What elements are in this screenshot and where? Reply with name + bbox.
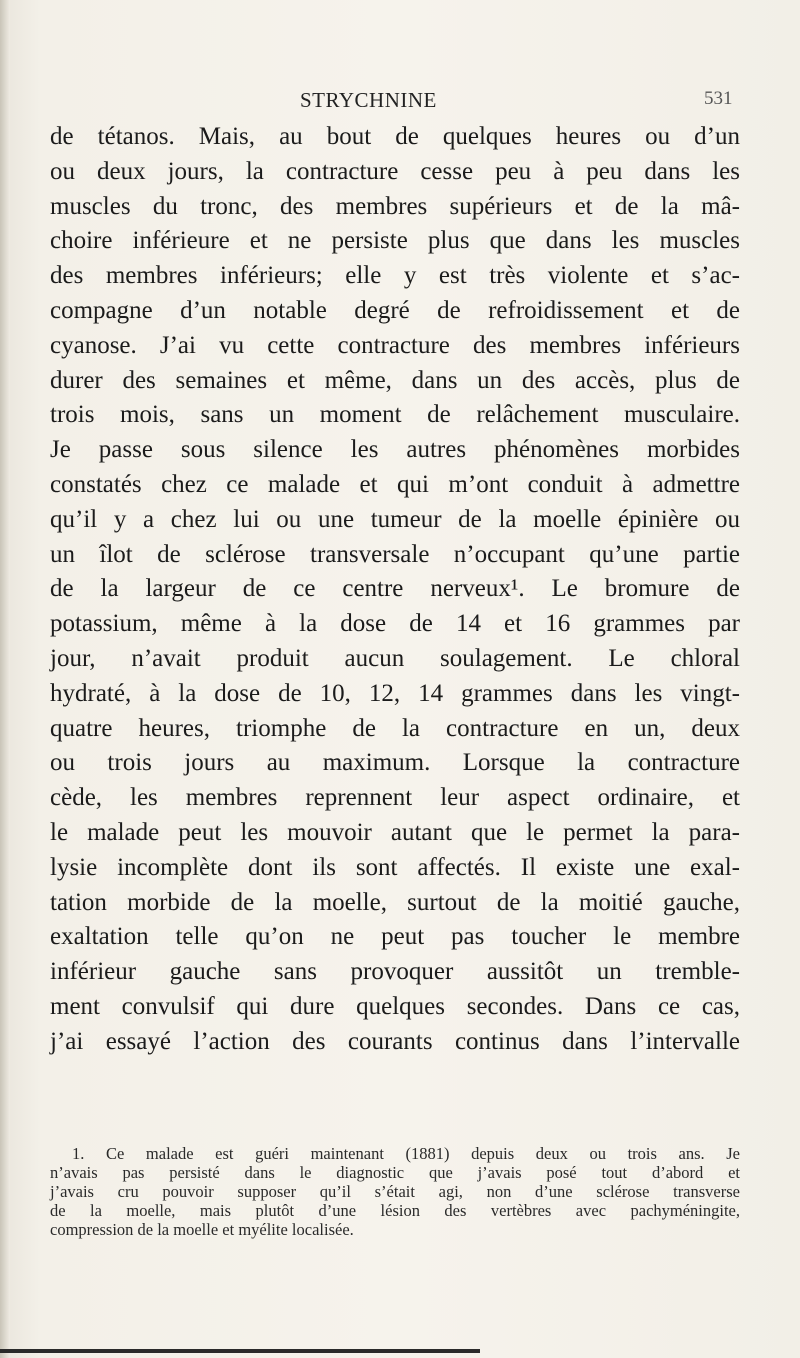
text-line: choire inférieure et ne persiste plus que dans les muscles [50, 227, 740, 255]
footnote-line: j’avais cru pouvoir supposer qu’il s’était agi, non d’une sclérose transverse [50, 1182, 740, 1201]
footnote [50, 1144, 740, 1239]
text-line: Je passe sous silence les autres phénomènes morbides [50, 436, 740, 464]
text-line: j’ai essayé l’action des courants continus dans l’intervalle [50, 1027, 740, 1055]
text-line: durer des semaines et même, dans un des accès, plus de [50, 366, 740, 394]
text-line: de tétanos. Mais, au bout de quelques heures ou d’un [50, 123, 740, 150]
text-line: potassium, même à la dose de 14 et 16 grammes par [50, 610, 740, 638]
text-line: le malade peut les mouvoir autant que le permet la para- [50, 818, 740, 846]
text-line: ou trois jours au maximum. Lorsque la contracture [50, 749, 740, 777]
text-line: inférieur gauche sans provoquer aussitôt un tremble- [50, 958, 740, 986]
text-line: des membres inférieurs; elle y est très violente et s’ac- [50, 262, 740, 290]
text-line: jour, n’avait produit aucun soulagement. Le chloral [50, 644, 740, 672]
text-line: ou deux jours, la contracture cesse peu à peu dans les [50, 157, 740, 185]
text-line: hydraté, à la dose de 10, 12, 14 grammes dans les vingt- [50, 679, 740, 707]
body-paragraph [50, 120, 740, 1060]
page-gutter-shadow [0, 0, 10, 1358]
text-line: constatés chez ce malade et qui m’ont conduit à admettre [50, 470, 740, 498]
footnote-line: n’avais pas persisté dans le diagnostic que j’avais posé tout d’abord et [50, 1163, 740, 1182]
page-bottom-edge [0, 1349, 480, 1353]
text-line: qu’il y a chez lui ou une tumeur de la moelle épinière ou [50, 505, 740, 533]
text-line: muscles du tronc, des membres supérieurs et de la mâ- [50, 192, 740, 220]
text-line: trois mois, sans un moment de relâchement musculaire. [50, 401, 740, 429]
text-line: cyanose. J’ai vu cette contracture des membres inférieurs [50, 331, 740, 359]
text-line: exaltation telle qu’on ne peut pas toucher le membre [50, 923, 740, 951]
text-line: de la largeur de ce centre nerveux¹. Le bromure de [50, 575, 740, 603]
footnote-line: de la moelle, mais plutôt d’une lésion des vertèbres avec pachyméningite, [50, 1201, 740, 1220]
text-line: un îlot de sclérose transversale n’occupant qu’une partie [50, 540, 740, 568]
running-title: STRYCHNINE [300, 88, 437, 112]
text-line: ment convulsif qui dure quelques secondes. Dans ce cas, [50, 992, 740, 1020]
text-line: lysie incomplète dont ils sont affectés. Il existe une exal- [50, 853, 740, 881]
text-line: cède, les membres reprennent leur aspect ordinaire, et [50, 784, 740, 812]
text-line: quatre heures, triomphe de la contracture en un, deux [50, 714, 740, 742]
page-number: 531 [704, 88, 733, 109]
text-line: tation morbide de la moelle, surtout de la moitié gauche, [50, 888, 740, 916]
text-line: compagne d’un notable degré de refroidissement et de [50, 296, 740, 324]
page-header [0, 88, 800, 112]
footnote-line: 1. Ce malade est guéri maintenant (1881) depuis deux ou trois ans. Je [72, 1144, 740, 1163]
footnote-line: compression de la moelle et myélite localisée. [50, 1220, 354, 1239]
